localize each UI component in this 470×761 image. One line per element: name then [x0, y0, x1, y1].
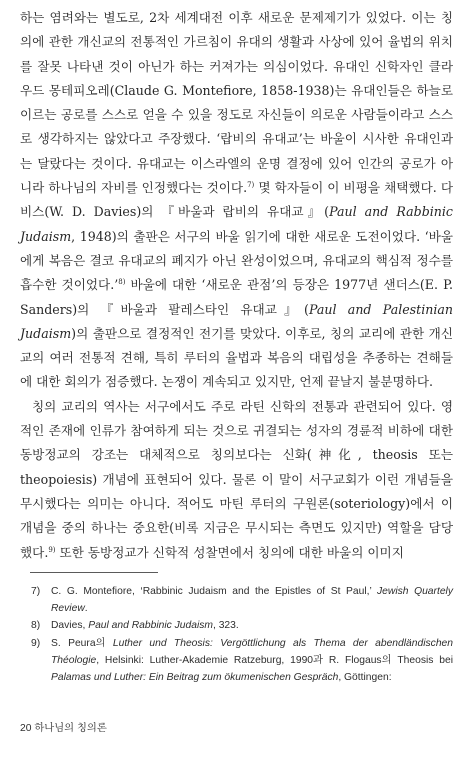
paragraph: [20, 395, 453, 565]
paragraph: [20, 6, 453, 395]
text-run: , 323.: [212, 620, 239, 632]
footnote-ref: 7): [247, 180, 255, 189]
text-run: 또한 동방정교가 신학적 성찰면에서 칭의에 대한 바울의 이미지: [55, 544, 404, 560]
running-footer: 20 하나님의 칭의론: [20, 723, 107, 734]
footnotes: [31, 583, 453, 686]
text-run: , Göttingen:: [338, 672, 392, 684]
italic-title: Paul and Rabbinic Judaism: [20, 204, 453, 244]
footnote: [31, 617, 453, 634]
footnote-number: 8): [31, 620, 41, 632]
body-text: [20, 6, 453, 565]
italic-title: Paul and Rabbinic Judaism: [88, 620, 213, 632]
text-run: )의 출판으로 결정적인 전기를 맞았다. 이후로, 칭의 교리에 관한 개신교의 여러 전통적 견해, 특히 루터의 율법과 복음의 대립성을 추종하는 견해들에 대한 회의가 점증했다. 논쟁이 계속되고 있지만, 언제 끝날지 불분명하다.: [20, 325, 453, 390]
text-run: 하는 염려와는 별도로, 2차 세계대전 이후 새로운 문제제기가 있었다. 이는 칭의에 관한 개신교의 전통적인 가르침이 유대의 생활과 사상에 있어 율법의 위치를 잘못 나타낸 것이 아닌가 하는 커져가는 의심이었다. 유대인 신학자인 클라우드 몽테피오레(Claude G. Montefiore, 1858-1938)는 유대인들은 하늘로 이르는 공로를 스스로 얻을 수 있을 정도로 자신들이 의로운 사람들이라고 스스로 생각하지는 않았다고 주장했다. ‘랍비의 유대교’는 바울이 시사한 유대인과는 달랐다는 것이다. 유대교는 이스라엘의 운명 결정에 있어 인간의 공로가 아니라 하나님의 자비를 인정했다는 것이다.: [20, 10, 453, 196]
text-run: 칭의 교리의 역사는 서구에서도 주로 라틴 신학의 전통과 관련되어 있다. 영적인 존재에 인류가 참여하게 되는 것으로 귀결되는 성자의 경륜적 비하에 대한 동방정교의 강조는 대체적으로 칭의보다는 신화(神化, theosis 또는 theopoiesis) 개념에 표현되어 있다. 물론 이 말이 서구교회가 이런 개념들을 무시했다는 의미는 아니다. 적어도 마틴 루터의 구원론(soteriology)에서 이 개념을 중의 하나는 중요한(비록 지금은 무시되는 측면도 있지만) 역할을 담당했다.: [20, 398, 453, 560]
text-run: C. G. Montefiore, ‘Rabbinic Judaism and the Epistles of St Paul,’: [51, 586, 378, 597]
footnote: [31, 583, 453, 617]
footnote: [31, 635, 453, 687]
italic-title: Palamas und Luther: Ein Beitrag zum ökumenischen Gespräch: [51, 672, 339, 684]
italic-title: Luther und Theosis: Vergöttlichung als Thema der abendländischen Théologie: [51, 637, 453, 666]
text-run: 바울에 대한 ‘새로운 관점’의 등장은 1977년 샌더스(E. P. Sanders)의 『바울과 팔레스타인 유대교』(: [20, 277, 453, 317]
footnote-number: 7): [31, 586, 41, 597]
footnote-divider: [30, 572, 158, 573]
footnote-number: 9): [31, 637, 41, 649]
text-run: .: [84, 603, 88, 615]
text-run: , Helsinki: Luther-Akademie Ratzeburg, 1990과 R. Flogaus의 Theosis bei: [96, 654, 453, 666]
text-run: , 1948)의 출판은 서구의 바울 읽기에 대한 새로운 도전이었다. ‘바울에게 복음은 결코 유대교의 폐지가 아닌 완성이었으며, 유대교의 핵심적 정수를 흡수한 것이었다.’: [20, 228, 453, 293]
footnote-ref: 8): [118, 278, 126, 287]
text-run: 몇 학자들이 이 비평을 채택했다. 다비스(W. D. Davies)의 『바울과 랍비의 유대교』(: [20, 180, 453, 220]
text-run: Davies,: [51, 620, 89, 632]
text-run: S. Peura의: [51, 637, 113, 649]
italic-title: Jewish Quartely Review: [51, 586, 453, 615]
footnote-ref: 9): [48, 545, 56, 554]
italic-title: Paul and Palestinian Judaism: [20, 301, 453, 341]
